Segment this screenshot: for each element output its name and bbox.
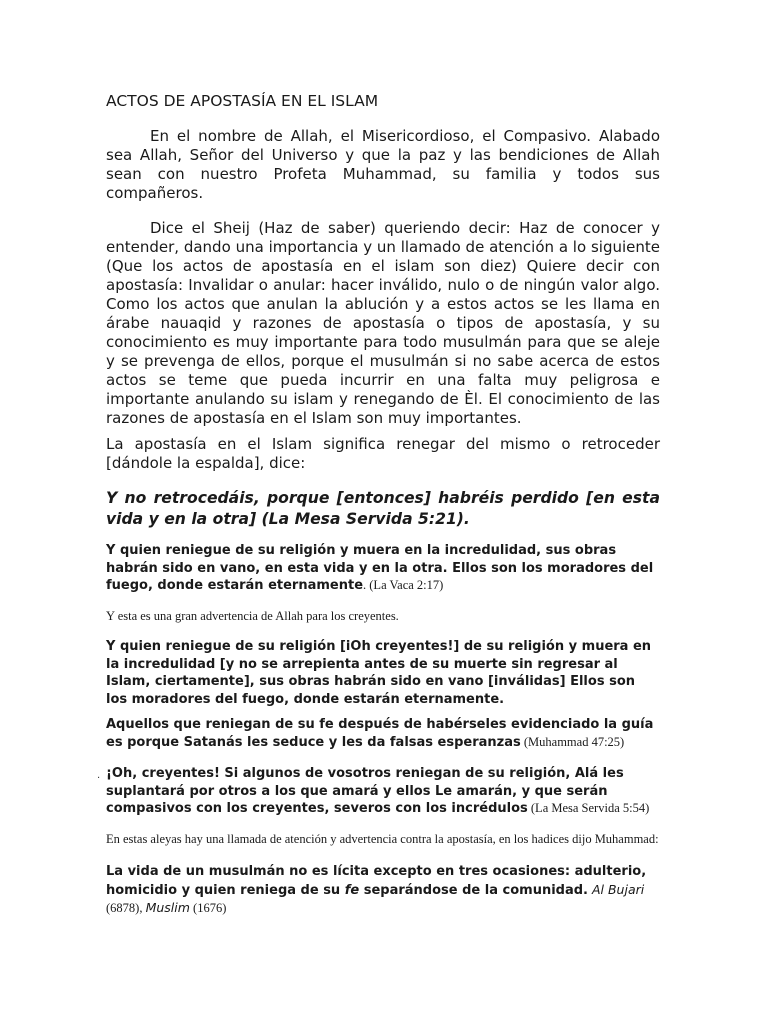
source-muslim: Muslim xyxy=(145,900,190,915)
verse-block-4 xyxy=(106,765,660,818)
source-bujari-number: (6878), xyxy=(106,901,146,915)
verse-3-reference: (Muhammad 47:25) xyxy=(520,734,625,749)
verse-block-3 xyxy=(106,716,660,751)
document-title: ACTOS DE APOSTASÍA EN EL ISLAM xyxy=(106,92,379,110)
warning-note: Y esta es una gran advertencia de Allah para los creyentes. xyxy=(106,609,399,623)
hadith-block xyxy=(106,863,660,918)
hadith-fe: fe xyxy=(344,882,360,898)
source-bujari: Al Bujari xyxy=(588,881,645,897)
verse-1-reference: . (La Vaca 2:17) xyxy=(363,578,444,592)
verse-1-text: Y quien reniegue de su religión y muera en la incredulidad, sus obras habrán sido en vano, en esta vida y en la otra. Ellos son los moradores del fuego, donde estarán eternamente xyxy=(106,543,654,593)
verse-block-2 xyxy=(106,638,660,708)
verse-block-1 xyxy=(106,542,660,595)
verse-4-reference: (La Mesa Servida 5:54) xyxy=(527,801,650,815)
hadith-text-b: separándose de la comunidad. xyxy=(359,882,588,898)
verse-4-text: ¡Oh, creyentes! Si algunos de vosotros reniegan de su religión, Alá les suplantará por otros a los que amará y ellos Le amarán, y que serán compasivos con los creyentes, severos con los incrédulos xyxy=(106,766,624,816)
verse-2-end: . xyxy=(499,691,505,707)
definition-paragraph: La apostasía en el Islam significa renegar del mismo o retroceder [dándole la espalda], dice: xyxy=(106,435,660,472)
stray-mark: . xyxy=(97,770,101,781)
verse-3-text: Aquellos que reniegan de su fe después de habérseles evidenciado la guía es porque Satanás les seduce y les da falsas esperanzas xyxy=(106,717,654,750)
main-quote: Y no retrocedáis, porque [entonces] habréis perdido [en esta vida y en la otra] (La Mesa Servida 5:21). xyxy=(106,489,660,528)
verse-2-text: Y quien reniegue de su religión [iOh creyentes!] de su religión y muera en la incredulidad [y no se arrepienta antes de su muerte sin regresar al Islam, ciertamente], sus obras habrán sido en vano [inválidas] Ellos son los moradores del fuego, donde estarán eternamente xyxy=(106,639,652,707)
source-muslim-number: (1676) xyxy=(189,901,227,915)
hadith-intro-note: En estas aleyas hay una llamada de atención y advertencia contra la apostasía, en los hadices dijo Muhammad: xyxy=(106,832,659,846)
body-paragraph: Dice el Sheij (Haz de saber) queriendo decir: Haz de conocer y entender, dando una importancia y un llamado de atención a lo siguiente (Que los actos de apostasía en el islam son diez) Quiere decir con apostasía: Invalidar o anular: hacer inválido, nulo o de ningún valor algo. Como los actos que anulan la ablución y a estos actos se les llama en árabe nauaqid y razones de apostasía o tipos de apostasía, y su conocimiento es muy importante para todo musulmán para que se aleje y se prevenga de ellos, porque el musulmán si no sabe acerca de estos actos se teme que pueda incurrir en una falta muy peligrosa e importante anulando su islam y renegando de Èl. El conocimiento de las razones de apostasía en el Islam son muy importantes. xyxy=(106,219,660,427)
hadith-text-a: La vida de un musulmán no es lícita excepto en tres ocasiones: adulterio, homicidio y quien reniega de su xyxy=(106,864,647,898)
intro-paragraph: En el nombre de Allah, el Misericordioso, el Compasivo. Alabado sea Allah, Señor del Universo y que la paz y las bendiciones de Allah sean con nuestro Profeta Muhammad, su familia y todos sus compañeros. xyxy=(106,127,660,202)
